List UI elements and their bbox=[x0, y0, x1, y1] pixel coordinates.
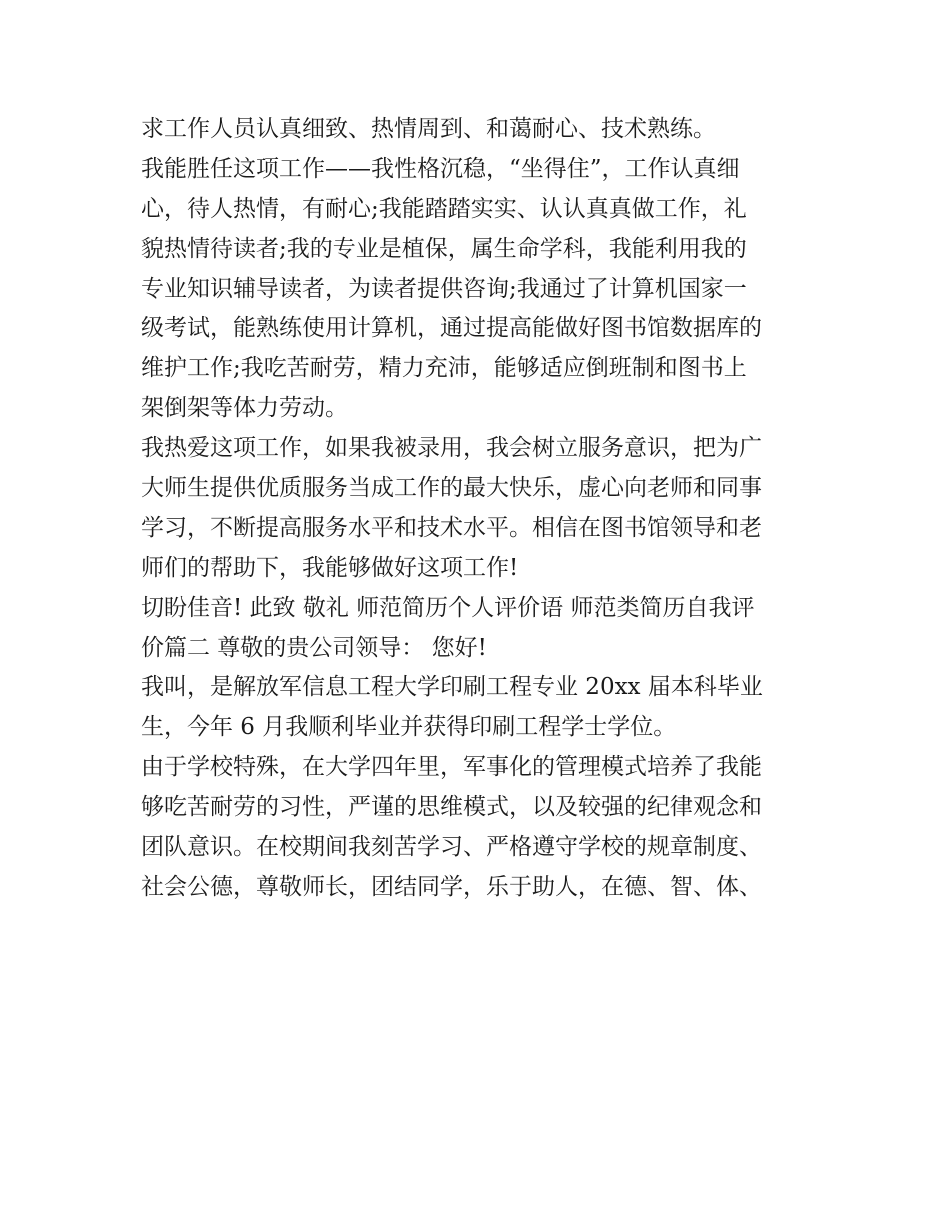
text-line: 我热爱这项工作，如果我被录用，我会树立服务意识，把为广 bbox=[141, 435, 762, 462]
text-line: 我叫，是解放军信息工程大学印刷工程专业 20xx 届本科毕业 bbox=[141, 674, 763, 701]
text-line: 专业知识辅导读者，为读者提供咨询;我通过了计算机国家一 bbox=[141, 275, 747, 302]
text-line: 求工作人员认真细致、热情周到、和蔼耐心、技术熟练。 bbox=[141, 116, 716, 142]
document-body bbox=[141, 110, 821, 908]
text-line: 学习，不断提高服务水平和技术水平。相信在图书馆领导和老 bbox=[141, 514, 762, 541]
text-line: 维护工作;我吃苦耐劳，精力充沛，能够适应倒班制和图书上 bbox=[141, 355, 747, 382]
text-line: 师们的帮助下，我能够做好这项工作! bbox=[141, 554, 519, 581]
text-line: 貌热情待读者;我的专业是植保，属生命学科，我能利用我的 bbox=[141, 235, 747, 262]
text-line: 够吃苦耐劳的习性，严谨的思维模式，以及较强的纪律观念和 bbox=[141, 794, 762, 821]
text-line: 心，待人热情，有耐心;我能踏踏实实、认认真真做工作，礼 bbox=[141, 195, 747, 222]
text-line: 由于学校特殊，在大学四年里，军事化的管理模式培养了我能 bbox=[141, 754, 762, 781]
text-line: 我能胜任这项工作——我性格沉稳，“坐得住”，工作认真细 bbox=[141, 155, 740, 182]
text-line: 生，今年 6 月我顺利毕业并获得印刷工程学士学位。 bbox=[141, 714, 677, 741]
text-line: 架倒架等体力劳动。 bbox=[141, 395, 348, 422]
text-line: 级考试，能熟练使用计算机，通过提高能做好图书馆数据库的 bbox=[141, 315, 762, 342]
text-line: 价篇二 尊敬的贵公司领导： 您好! bbox=[141, 634, 487, 661]
text-line: 团队意识。在校期间我刻苦学习、严格遵守学校的规章制度、 bbox=[141, 834, 762, 861]
text-line: 社会公德，尊敬师长，团结同学，乐于助人，在德、智、体、 bbox=[141, 873, 762, 900]
text-line: 切盼佳音! 此致 敬礼 师范简历个人评价语 师范类简历自我评 bbox=[141, 594, 755, 621]
text-line: 大师生提供优质服务当成工作的最大快乐，虚心向老师和同事 bbox=[141, 475, 762, 502]
